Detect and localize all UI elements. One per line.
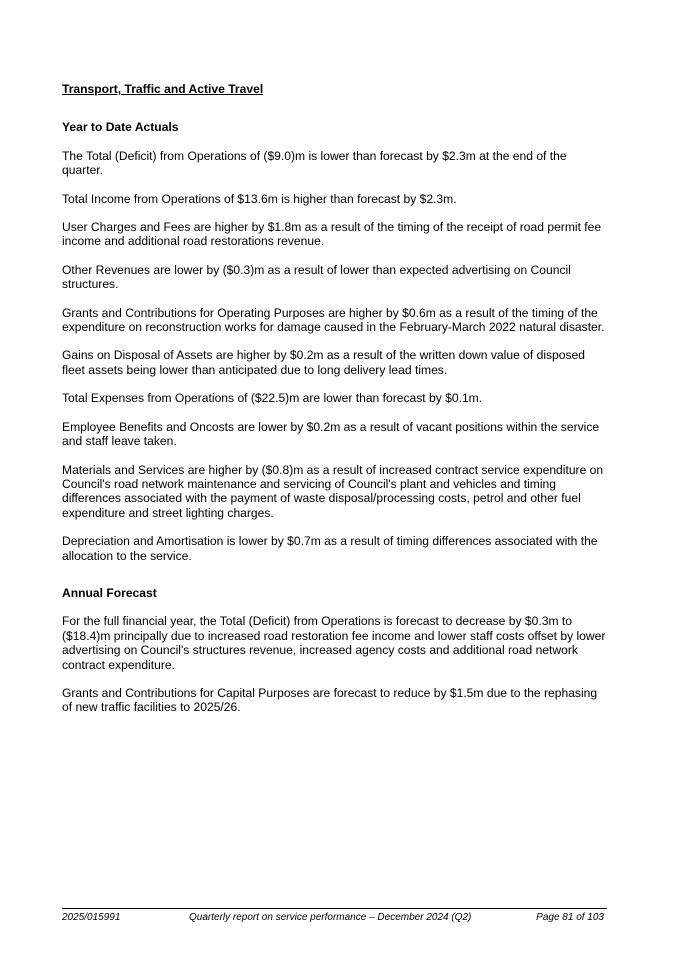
paragraph: Depreciation and Amortisation is lower by $0.7m as a result of timing differences associated with the allocation to the service. — [62, 534, 598, 563]
footer-reference: 2025/015991 — [62, 912, 121, 923]
section-heading-annual-forecast: Annual Forecast — [62, 585, 157, 600]
paragraph: Materials and Services are higher by ($0.8)m as a result of increased contract service expenditure on Council's road network maintenance and servicing of Council's plant and vehicles and timing differences associated with the payment of waste disposal/processing costs, petrol and other fuel expenditure and street lighting charges. — [62, 462, 604, 520]
paragraph: Total Income from Operations of $13.6m is higher than forecast by $2.3m. — [62, 191, 457, 206]
page-footer — [62, 908, 607, 923]
paragraph: Gains on Disposal of Assets are higher by $0.2m as a result of the written down value of disposed fleet assets being lower than anticipated due to long delivery lead times. — [62, 348, 586, 377]
document-body — [62, 82, 607, 715]
footer-report-title: Quarterly report on service performance – December 2024 (Q2) — [189, 912, 472, 923]
paragraph: The Total (Deficit) from Operations of ($9.0)m is lower than forecast by $2.3m at the end of the quarter. — [62, 148, 567, 178]
page-title: Transport, Traffic and Active Travel — [62, 82, 264, 96]
paragraph: Employee Benefits and Oncosts are lower by $0.2m as a result of vacant positions within the service and staff leave taken. — [62, 419, 600, 449]
paragraph: For the full financial year, the Total (Deficit) from Operations is forecast to decrease by $0.3m to ($18.4)m principally due to increased road restoration fee income and lower staff costs offset by lower advertising on Council's structures revenue, increased agency costs and additional road network contract expenditure. — [62, 614, 606, 672]
paragraph: User Charges and Fees are higher by $1.8m as a result of the timing of the receipt of road permit fee income and additional road restorations revenue. — [62, 220, 602, 249]
paragraph: Grants and Contributions for Operating Purposes are higher by $0.6m as a result of the timing of the expenditure on reconstruction works for damage caused in the February-March 2022 natural disaster. — [62, 305, 605, 335]
paragraph: Total Expenses from Operations of ($22.5)m are lower than forecast by $0.1m. — [62, 391, 483, 406]
paragraph: Other Revenues are lower by ($0.3)m as a result of lower than expected advertising on Council structures. — [62, 262, 571, 292]
section-heading-year-to-date: Year to Date Actuals — [62, 120, 179, 135]
footer-page-number: Page 81 of 103 — [536, 912, 604, 923]
paragraph: Grants and Contributions for Capital Purposes are forecast to reduce by $1.5m due to the rephasing of new traffic facilities to 2025/26. — [62, 685, 598, 715]
